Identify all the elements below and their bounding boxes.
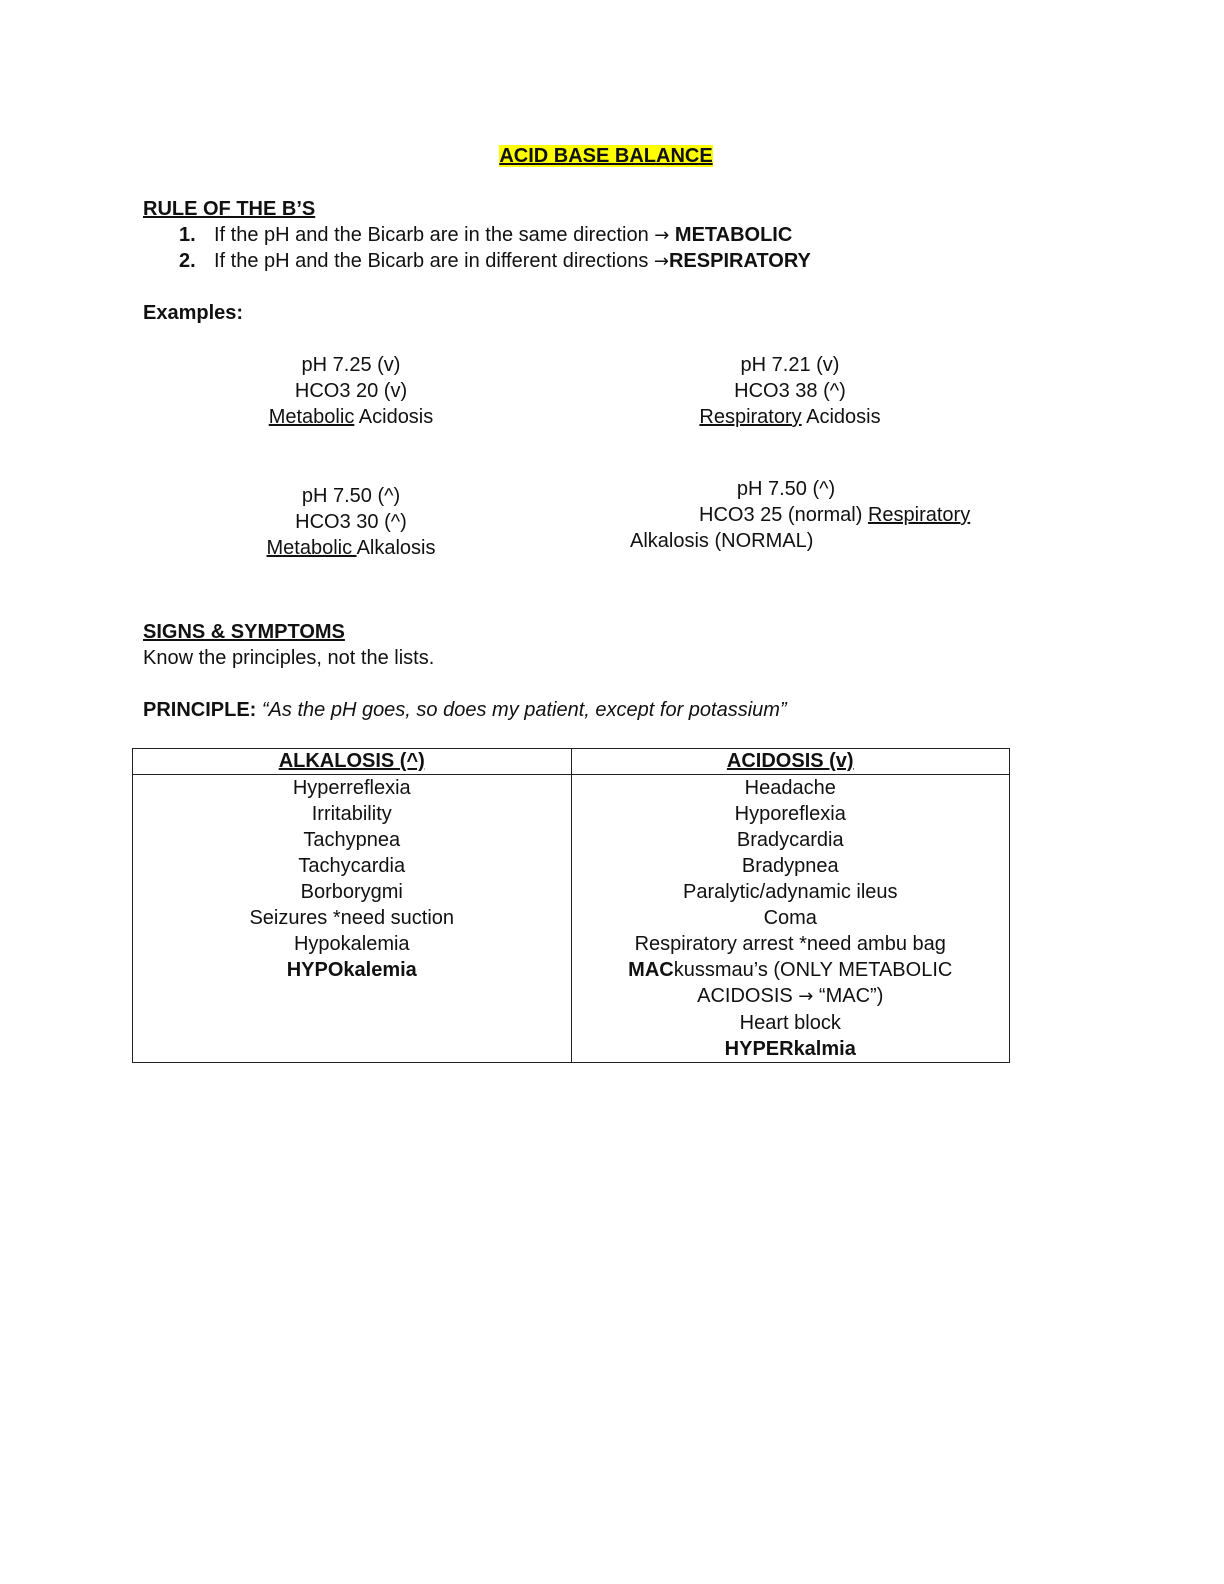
mac-line-2b: “MAC”)	[813, 985, 884, 1007]
list-item	[572, 983, 1010, 1010]
acidosis-header: ACIDOSIS (v)	[571, 749, 1010, 775]
example-ph: pH 7.25 (v)	[301, 354, 401, 376]
example-ph: pH 7.50 (^)	[301, 485, 401, 507]
rule-item-1	[179, 222, 792, 249]
example-ph: pH 7.21 (v)	[740, 354, 840, 376]
signs-heading: SIGNS & SYMPTOMS	[143, 621, 345, 643]
example-condition: Acidosis	[801, 406, 881, 428]
example-ph: pH 7.50 (^)	[736, 478, 836, 500]
list-item: Heart block	[739, 1012, 841, 1034]
example-hco3: HCO3 30 (^)	[295, 511, 407, 533]
mac-line-1: kussmau’s (ONLY METABOLIC	[673, 959, 953, 981]
list-item: Seizures *need suction	[249, 907, 455, 929]
signs-symptoms-table	[132, 748, 1010, 1063]
example-4-hco3-row	[699, 502, 970, 528]
example-hco3: HCO3 25 (normal)	[699, 504, 868, 526]
principle-label: PRINCIPLE:	[143, 699, 257, 721]
example-result	[660, 404, 920, 430]
list-item: Tachypnea	[303, 829, 401, 851]
example-result	[231, 404, 471, 430]
example-hco3: HCO3 20 (v)	[294, 380, 408, 402]
bold-prefix: HYPER	[724, 1038, 794, 1060]
example-hco3: HCO3 38 (^)	[734, 380, 846, 402]
rule-item-number: 1.	[179, 224, 196, 246]
rule-item-result: RESPIRATORY	[668, 250, 811, 272]
example-2	[660, 352, 920, 430]
list-item: Hyperreflexia	[292, 777, 411, 799]
rule-item-text: If the pH and the Bicarb are in the same direction	[214, 224, 649, 246]
list-item: Bradypnea	[741, 855, 839, 877]
right-arrow-icon: →	[653, 251, 669, 272]
example-4-ph-row	[0, 476, 1224, 502]
bold-prefix: HYPO	[286, 959, 344, 981]
example-condition: Acidosis	[354, 406, 434, 428]
list-item: Bradycardia	[736, 829, 844, 851]
example-condition: Alkalosis (NORMAL)	[630, 530, 814, 552]
mac-line-2a: ACIDOSIS	[697, 985, 799, 1007]
right-arrow-icon: →	[798, 986, 814, 1007]
rule-heading: RULE OF THE B’S	[143, 198, 316, 220]
list-item	[572, 1036, 1010, 1062]
example-result	[231, 535, 471, 561]
alkalosis-header: ALKALOSIS (^)	[133, 749, 572, 775]
example-type: Respiratory	[867, 504, 971, 526]
example-4-condition-row	[630, 528, 813, 554]
right-arrow-icon: →	[654, 225, 670, 246]
list-item: Paralytic/adynamic ileus	[682, 881, 898, 903]
example-1	[231, 352, 471, 430]
bold-suffix: kalmia	[793, 1038, 856, 1060]
table-header-row	[133, 749, 1010, 775]
page-title-container	[0, 143, 1212, 169]
rule-item-result: METABOLIC	[674, 224, 793, 246]
signs-note: Know the principles, not the lists.	[143, 647, 435, 669]
rule-item-2	[179, 248, 811, 275]
examples-label: Examples:	[143, 302, 244, 324]
list-item: Respiratory arrest *need ambu bag	[634, 933, 946, 955]
example-condition: Alkalosis	[356, 537, 436, 559]
principle-text: “As the pH goes, so does my patient, except for potassium”	[256, 699, 787, 721]
example-type: Respiratory	[699, 406, 802, 428]
list-item: Headache	[744, 777, 836, 799]
rule-item-number: 2.	[179, 250, 196, 272]
list-item: Coma	[763, 907, 817, 929]
rule-item-text: If the pH and the Bicarb are in different directions	[214, 250, 649, 272]
principle-line	[143, 697, 787, 723]
list-item: Tachycardia	[298, 855, 406, 877]
list-item	[133, 957, 571, 983]
list-item: Borborygmi	[300, 881, 403, 903]
list-item: Hyporeflexia	[734, 803, 846, 825]
list-item: Hypokalemia	[293, 933, 410, 955]
example-type: Metabolic	[268, 406, 355, 428]
bold-suffix: kalemia	[343, 959, 417, 981]
list-item	[572, 957, 1010, 983]
table-row	[133, 775, 1010, 1063]
example-type: Metabolic	[266, 537, 357, 559]
acidosis-cell	[571, 775, 1010, 1063]
bold-prefix: MAC	[628, 959, 674, 981]
page-title: ACID BASE BALANCE	[499, 145, 713, 167]
alkalosis-cell	[133, 775, 572, 1063]
list-item: Irritability	[311, 803, 392, 825]
